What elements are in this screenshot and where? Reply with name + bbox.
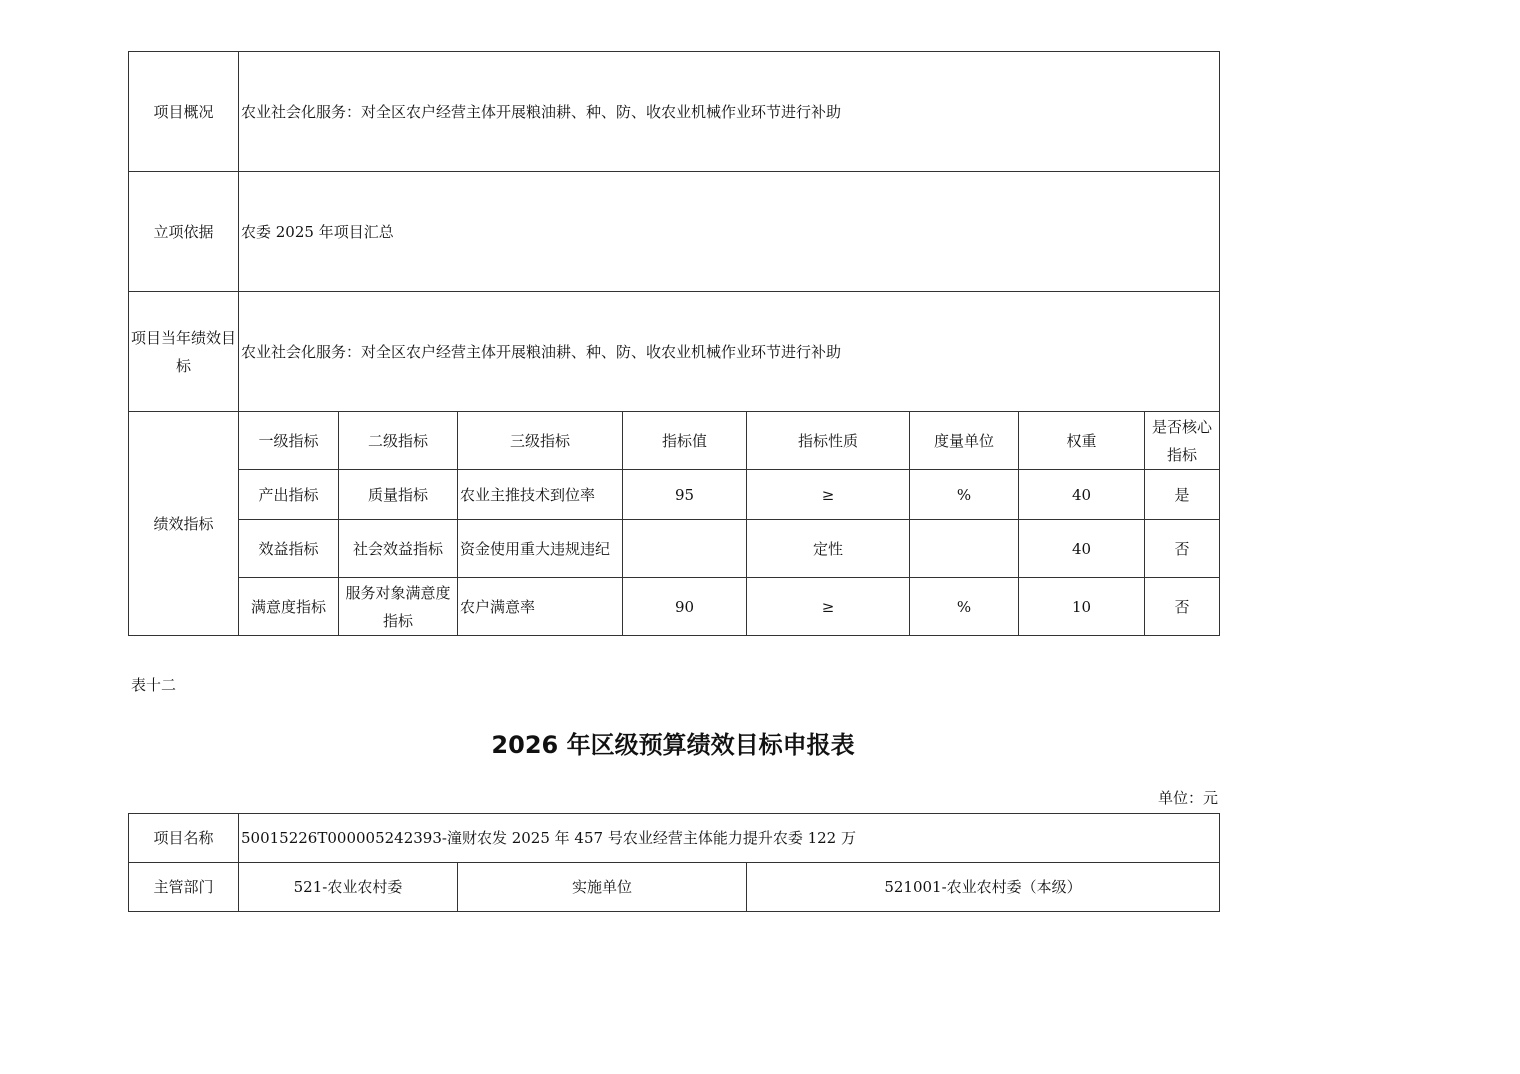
header-level2: 二级指标: [339, 412, 458, 470]
overview-row: [129, 52, 1220, 172]
table-number-label: 表十二: [131, 676, 177, 694]
cell-unit: %: [910, 470, 1019, 520]
unit-label: 单位：元: [1157, 789, 1218, 807]
goal-row: [129, 292, 1220, 412]
goal-label: 项目当年绩效目标: [129, 292, 239, 412]
project-info-table: [128, 813, 1220, 912]
cell-weight: 40: [1019, 470, 1145, 520]
basis-text: 农委 2025 年项目汇总: [239, 172, 1220, 292]
cell-level3: 农户满意率: [458, 578, 623, 636]
header-value: 指标值: [623, 412, 747, 470]
header-weight: 权重: [1019, 412, 1145, 470]
dept-label: 主管部门: [129, 863, 239, 912]
cell-value: 95: [623, 470, 747, 520]
cell-core: 否: [1145, 520, 1220, 578]
cell-level1: 满意度指标: [239, 578, 339, 636]
cell-weight: 40: [1019, 520, 1145, 578]
header-core: 是否核心指标: [1145, 412, 1220, 470]
impl-value: 521001-农业农村委（本级）: [747, 863, 1220, 912]
cell-nature: ≥: [747, 470, 910, 520]
cell-unit: [910, 520, 1019, 578]
cell-unit: %: [910, 578, 1019, 636]
header-unit: 度量单位: [910, 412, 1019, 470]
project-name-label: 项目名称: [129, 814, 239, 863]
table-row: [129, 470, 1220, 520]
cell-level2: 服务对象满意度指标: [339, 578, 458, 636]
cell-weight: 10: [1019, 578, 1145, 636]
header-nature: 指标性质: [747, 412, 910, 470]
cell-core: 是: [1145, 470, 1220, 520]
cell-value: 90: [623, 578, 747, 636]
cell-level2: 社会效益指标: [339, 520, 458, 578]
cell-level1: 产出指标: [239, 470, 339, 520]
page-title: 2026 年区级预算绩效目标申报表: [491, 731, 855, 759]
basis-row: [129, 172, 1220, 292]
cell-level1: 效益指标: [239, 520, 339, 578]
cell-core: 否: [1145, 578, 1220, 636]
cell-nature: 定性: [747, 520, 910, 578]
table-row: [129, 520, 1220, 578]
cell-level2: 质量指标: [339, 470, 458, 520]
impl-label: 实施单位: [458, 863, 747, 912]
cell-level3: 资金使用重大违规违纪: [458, 520, 623, 578]
indicator-header-row: [129, 412, 1220, 470]
cell-level3: 农业主推技术到位率: [458, 470, 623, 520]
cell-value: [623, 520, 747, 578]
project-name-value: 50015226T000005242393-潼财农发 2025 年 457 号农业经营主体能力提升农委 122 万: [239, 814, 1220, 863]
table-row: [129, 578, 1220, 636]
project-name-row: [129, 814, 1220, 863]
department-row: [129, 863, 1220, 912]
overview-text: 农业社会化服务：对全区农户经营主体开展粮油耕、种、防、收农业机械作业环节进行补助: [239, 52, 1220, 172]
header-level3: 三级指标: [458, 412, 623, 470]
header-level1: 一级指标: [239, 412, 339, 470]
performance-target-table: [128, 51, 1220, 636]
overview-label: 项目概况: [129, 52, 239, 172]
goal-text: 农业社会化服务：对全区农户经营主体开展粮油耕、种、防、收农业机械作业环节进行补助: [239, 292, 1220, 412]
indicators-label: 绩效指标: [129, 412, 239, 636]
dept-value: 521-农业农村委: [239, 863, 458, 912]
cell-nature: ≥: [747, 578, 910, 636]
basis-label: 立项依据: [129, 172, 239, 292]
